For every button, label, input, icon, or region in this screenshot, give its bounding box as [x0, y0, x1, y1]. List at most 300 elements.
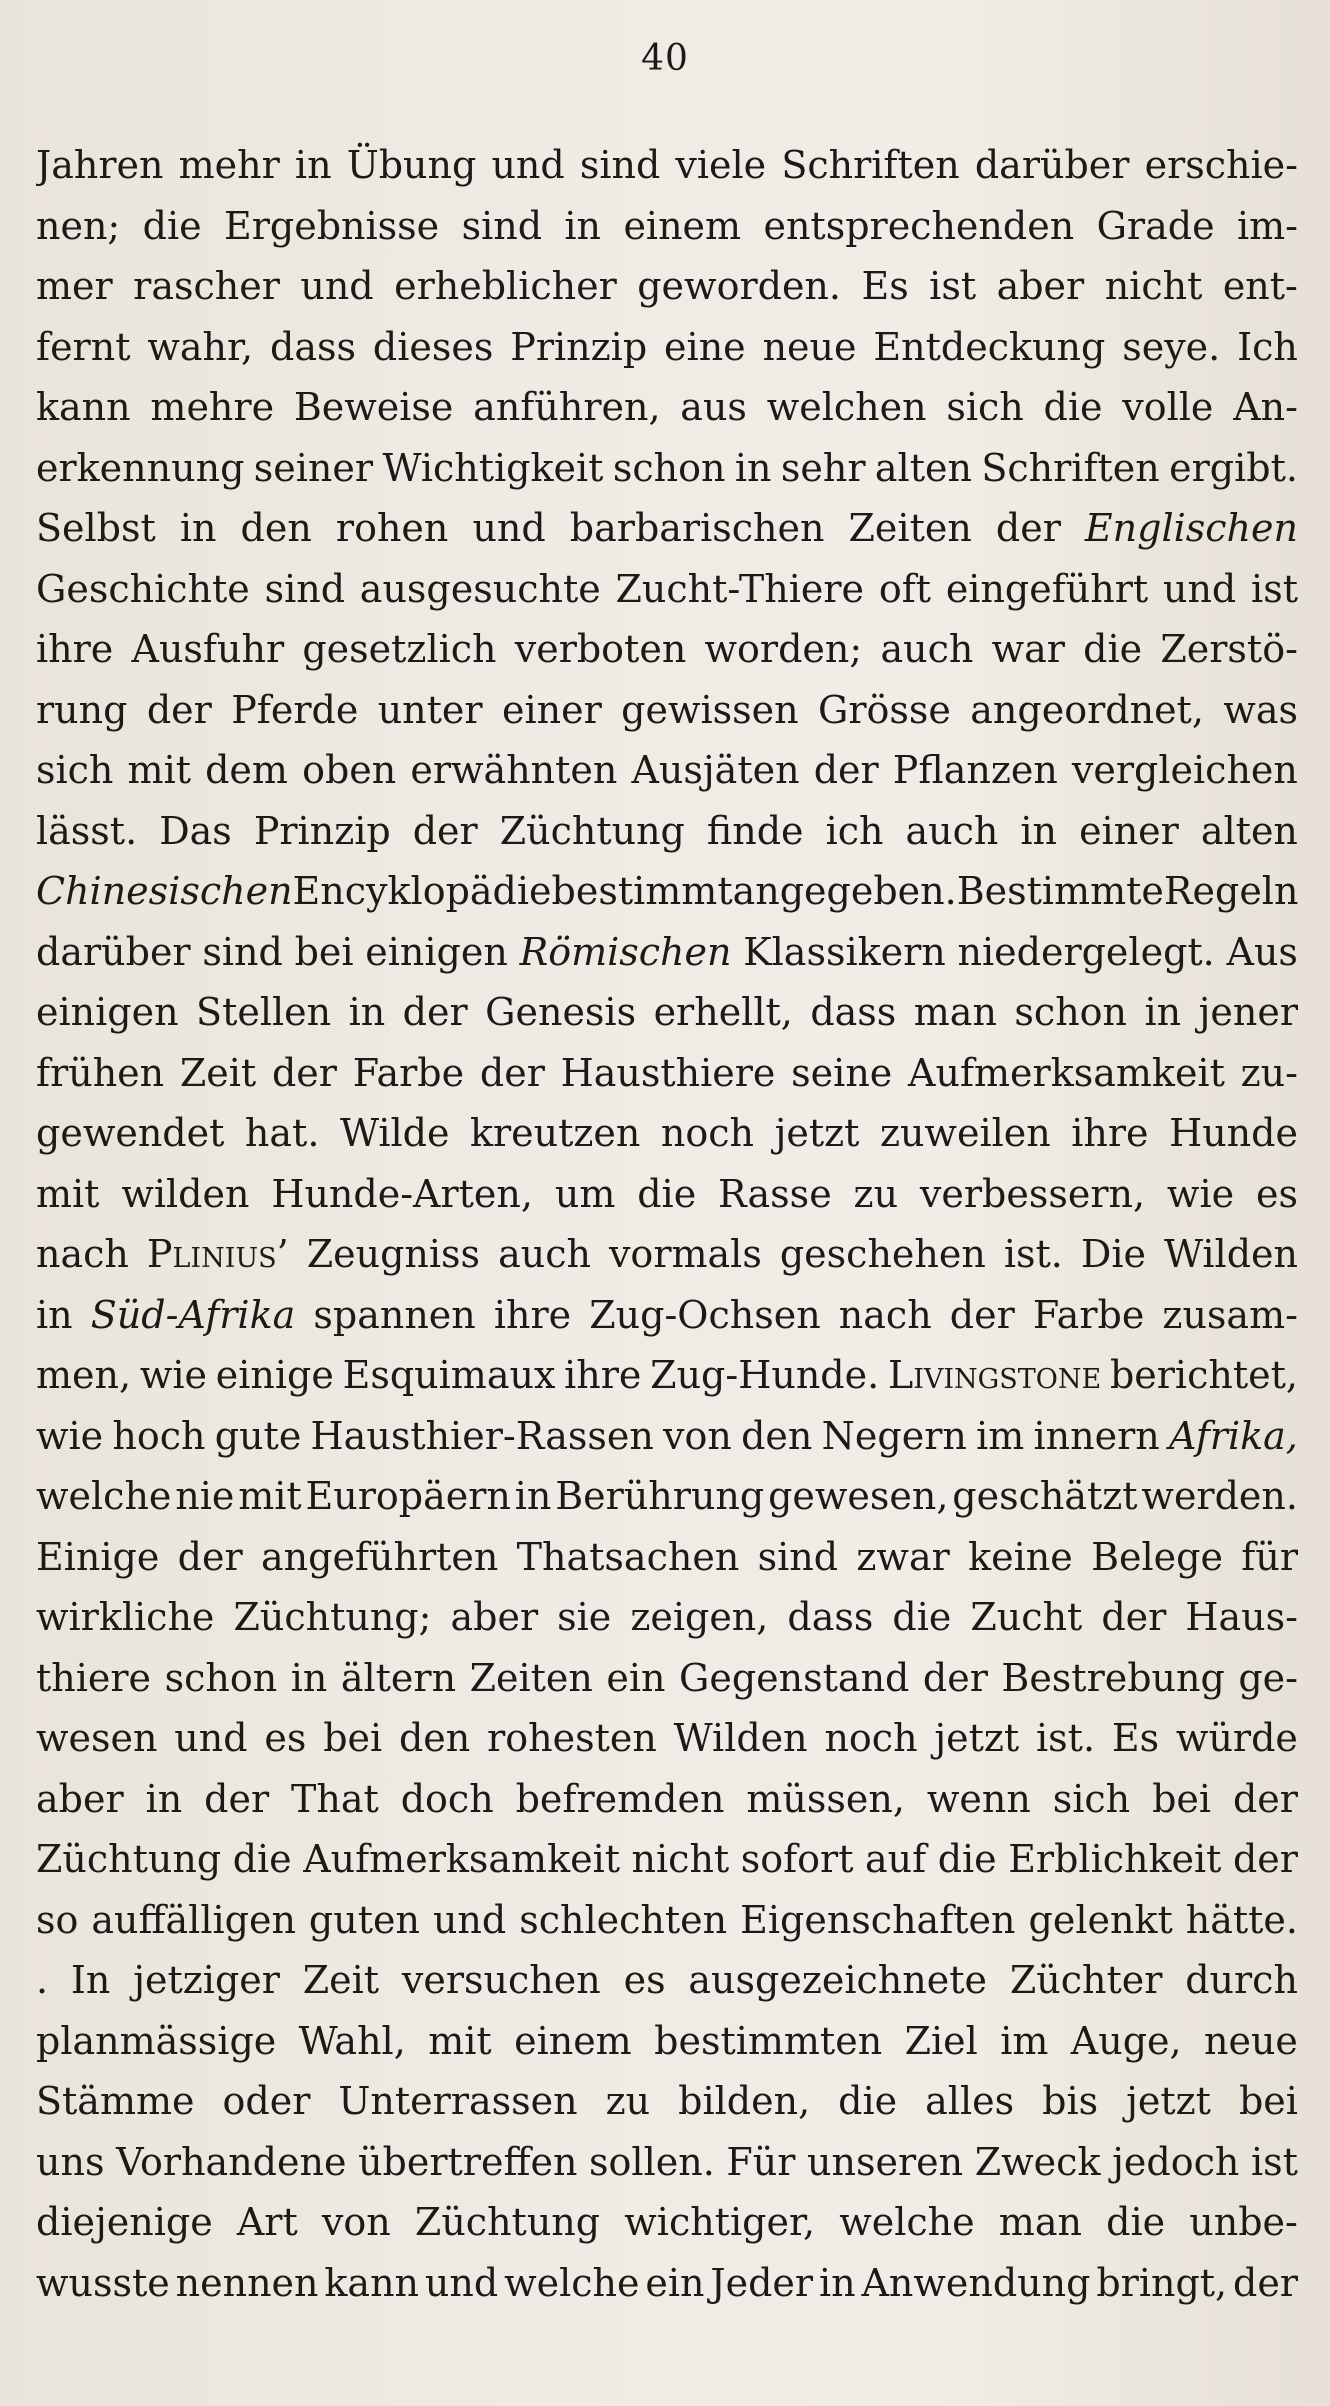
word: im-: [1236, 203, 1298, 248]
text-line: [36, 861, 1298, 922]
word: seye.: [1122, 324, 1221, 369]
word: angegeben.: [732, 869, 957, 913]
word: Prinzip: [253, 808, 391, 853]
word: bestimmten: [654, 2018, 883, 2063]
word: versuchen: [401, 1958, 601, 2002]
word: Hausthiere: [560, 1050, 776, 1095]
text-line: [36, 2132, 1298, 2193]
word: bis: [1042, 2079, 1099, 2123]
word: jener: [1198, 990, 1298, 1034]
word: den: [398, 1716, 471, 1760]
word: gewesen,: [768, 1474, 949, 1518]
word: Europäern: [305, 1474, 511, 1518]
text-line: [36, 256, 1298, 317]
word: wirkliche: [36, 1595, 215, 1639]
word: rohen: [335, 506, 449, 550]
word: Schriften: [981, 445, 1160, 490]
word: der: [1233, 2260, 1298, 2305]
word: Hunde-Arten,: [271, 1171, 533, 1216]
word: ein: [606, 1655, 666, 1700]
word: ist.: [1036, 1716, 1096, 1760]
text-line: [36, 2192, 1298, 2253]
word: Pferde: [231, 687, 359, 732]
word: in: [734, 445, 772, 490]
word: nie: [175, 1474, 235, 1518]
word: ein: [645, 2260, 705, 2305]
word: der: [177, 1534, 243, 1579]
word: dass: [810, 990, 897, 1034]
word: gewissen: [621, 687, 799, 732]
word: sofort: [740, 1837, 854, 1881]
word: alten: [1200, 808, 1298, 853]
word: Wahl,: [298, 2018, 406, 2063]
text-line: [36, 982, 1298, 1043]
word: auch: [498, 1232, 591, 1276]
text-line: [36, 801, 1298, 862]
word: die: [937, 1837, 997, 1881]
word: Prinzip: [510, 324, 648, 369]
word: Zeugniss: [306, 1232, 481, 1276]
word: gute: [214, 1413, 302, 1458]
word: es: [1255, 1171, 1298, 1216]
word: Berührung: [555, 1474, 765, 1518]
word: erheblicher: [394, 264, 617, 308]
word: die: [232, 1837, 292, 1881]
body-text: [36, 135, 1298, 2313]
word: wie: [1166, 1171, 1235, 1216]
word: ent-: [1222, 264, 1298, 308]
word: ihre: [36, 627, 114, 671]
word: Züchtung;: [233, 1595, 432, 1639]
word: in: [290, 1655, 328, 1700]
word: geschehen: [779, 1232, 986, 1276]
word: Jeder: [710, 2260, 814, 2305]
word: ihre: [493, 1292, 572, 1337]
word: jetziger: [133, 1958, 280, 2002]
word: in: [818, 2260, 856, 2305]
word: Anwendung: [861, 2260, 1091, 2305]
word: zwar: [856, 1534, 950, 1579]
word: verbessern,: [919, 1171, 1146, 1216]
word: mehre: [150, 385, 275, 429]
word: kreutzen: [469, 1111, 641, 1155]
word: barbarischen: [569, 506, 825, 550]
word: neue: [1204, 2018, 1298, 2063]
word: sie: [557, 1595, 612, 1639]
word: ich: [825, 808, 884, 853]
word: der: [412, 808, 478, 853]
word: Zweck: [974, 2139, 1101, 2184]
word: schon: [1014, 990, 1128, 1034]
text-line: [36, 619, 1298, 680]
word: der: [402, 990, 468, 1034]
word: sich: [946, 385, 1024, 429]
word: der: [1232, 1837, 1298, 1881]
text-line: [36, 1890, 1298, 1951]
word: seine: [791, 1050, 893, 1095]
word: geschätzt: [952, 1474, 1138, 1518]
word: hoch: [112, 1413, 206, 1458]
word: Aufmerksamkeit: [908, 1050, 1225, 1095]
text-line: [36, 922, 1298, 983]
word: der: [949, 1292, 1015, 1337]
word: einer: [1079, 808, 1179, 853]
word: erwähnten: [410, 748, 618, 792]
word: Hunde: [1169, 1111, 1298, 1155]
word: verboten: [514, 627, 687, 671]
word: Zug-Ochsen: [589, 1292, 821, 1337]
word: in: [514, 1474, 552, 1518]
word: war: [991, 627, 1065, 671]
word: angeführten: [260, 1534, 499, 1579]
word: bei: [294, 929, 354, 974]
word: unter: [377, 687, 483, 732]
word: in: [145, 1776, 183, 1821]
word: frühen: [36, 1050, 165, 1095]
word: es: [264, 1716, 307, 1760]
word: ausgesuchte: [359, 566, 601, 611]
word: ist: [929, 264, 977, 308]
word: erkennung: [36, 445, 245, 490]
word: welche: [839, 2200, 975, 2244]
word: aber: [996, 264, 1085, 308]
word: Aufmerksamkeit: [303, 1837, 621, 1881]
word: Klassikern: [743, 929, 946, 974]
word: Ausjäten: [631, 748, 800, 792]
word: werden.: [1141, 1474, 1298, 1518]
word: ist: [1251, 566, 1298, 611]
word: rohesten: [487, 1716, 657, 1760]
word: der: [1101, 1595, 1167, 1639]
word: mer: [36, 264, 113, 308]
word: Livingstone: [887, 1353, 1102, 1397]
word: alten: [874, 445, 972, 490]
word: Zug-Hunde.: [650, 1353, 880, 1397]
word: im: [1000, 2018, 1049, 2063]
word: schlechten: [519, 1897, 728, 1942]
word: Aus: [1226, 929, 1298, 974]
word: ist.: [1003, 1232, 1063, 1276]
word: auch: [880, 627, 974, 671]
word: angeordnet,: [970, 687, 1204, 732]
word: Die: [1080, 1232, 1146, 1276]
word: und: [472, 506, 546, 550]
word: Es: [1111, 1716, 1160, 1760]
word: Chinesischen: [36, 869, 293, 913]
word: hat.: [244, 1111, 320, 1155]
word: Ziel: [904, 2018, 978, 2063]
word: der: [271, 1050, 337, 1095]
word: Es: [861, 264, 909, 308]
word: einige: [215, 1353, 334, 1397]
word: die: [1106, 2200, 1166, 2244]
word: Bestrebung: [1001, 1655, 1225, 1700]
word: dass: [787, 1595, 874, 1639]
text-line: [36, 498, 1298, 559]
word: nach: [838, 1292, 932, 1337]
word: man: [913, 990, 997, 1034]
word: Zucht-Thiere: [615, 566, 865, 611]
word: einigen: [365, 929, 508, 974]
text-line: [36, 196, 1298, 257]
word: Wilden: [1164, 1232, 1298, 1276]
word: geworden.: [637, 264, 841, 308]
word: uns: [36, 2139, 105, 2184]
word: welche: [36, 1474, 172, 1518]
word: der: [479, 1050, 545, 1095]
word: und: [424, 2260, 499, 2305]
word: sind: [202, 929, 283, 974]
word: mit: [238, 1474, 302, 1518]
word: aber: [450, 1595, 539, 1639]
word: .: [36, 1958, 49, 2002]
text-line: [36, 1708, 1298, 1769]
word: Züchtung: [499, 808, 685, 853]
word: Ausfuhr: [131, 627, 285, 671]
word: volle: [1122, 385, 1214, 429]
word: Stämme: [36, 2079, 195, 2123]
word: gewendet: [36, 1111, 225, 1155]
word: im: [976, 1413, 1025, 1458]
word: kann: [36, 385, 131, 429]
word: dieses: [372, 324, 494, 369]
word: erschie-: [1144, 143, 1298, 187]
word: mit: [127, 748, 191, 792]
word: so: [36, 1897, 79, 1942]
word: Römischen: [519, 929, 732, 974]
word: Encyklopädie: [292, 869, 552, 913]
word: spannen: [313, 1292, 476, 1337]
word: guten: [308, 1897, 420, 1942]
word: den: [240, 506, 312, 550]
word: der: [813, 748, 879, 792]
word: Hausthier-Rassen: [310, 1413, 654, 1458]
word: Zeit: [179, 1050, 257, 1095]
word: in: [1020, 808, 1058, 853]
word: befremden: [515, 1776, 725, 1821]
word: sind: [461, 203, 543, 248]
word: auf: [864, 1837, 927, 1881]
word: die: [838, 2079, 898, 2123]
word: planmässige: [36, 2018, 277, 2063]
word: Stellen: [196, 990, 332, 1034]
word: durch: [1185, 1958, 1298, 2002]
word: nicht: [1104, 264, 1203, 308]
word: was: [1223, 687, 1298, 732]
word: von: [663, 1413, 732, 1458]
text-line: [36, 1950, 1298, 2011]
word: Ergebnisse: [224, 203, 440, 248]
word: bei: [1238, 2079, 1298, 2123]
word: bringt,: [1096, 2260, 1228, 2305]
word: von: [321, 2200, 391, 2244]
word: auffälligen: [91, 1897, 296, 1942]
word: sich: [1052, 1776, 1131, 1821]
word: ergibt.: [1169, 445, 1298, 490]
word: wesen: [36, 1716, 158, 1760]
text-line: [36, 377, 1298, 438]
word: zuweilen: [879, 1111, 1051, 1155]
word: bei: [1152, 1776, 1212, 1821]
word: auch: [905, 808, 999, 853]
word: Das: [159, 808, 232, 853]
word: sehr: [780, 445, 866, 490]
word: und: [1162, 566, 1237, 611]
word: bilden,: [678, 2079, 811, 2123]
word: Übung: [346, 143, 477, 187]
word: Schriften: [781, 143, 960, 187]
word: In: [70, 1958, 111, 2002]
word: einem: [514, 2018, 632, 2063]
text-line: [36, 1587, 1298, 1648]
word: That: [291, 1776, 379, 1821]
word: sind: [579, 143, 661, 187]
word: eine: [664, 324, 746, 369]
word: mit: [428, 2018, 492, 2063]
word: rung: [36, 687, 128, 732]
word: viele: [675, 143, 767, 187]
word: eingeführt: [945, 566, 1149, 611]
word: Grade: [1096, 203, 1215, 248]
text-line: [36, 1285, 1298, 1346]
word: jetzt: [1126, 2079, 1211, 2123]
word: Grösse: [818, 687, 951, 732]
word: Züchtung: [36, 1837, 222, 1881]
word: zu: [853, 1171, 899, 1216]
text-line: [36, 2011, 1298, 2072]
word: die: [637, 1171, 697, 1216]
text-line: [36, 1648, 1298, 1709]
text-line: [36, 1406, 1298, 1467]
word: diejenige: [36, 2200, 213, 2244]
word: einer: [501, 687, 602, 732]
word: Zeiten: [848, 506, 972, 550]
word: Rasse: [718, 1171, 832, 1216]
word: innern: [1033, 1413, 1160, 1458]
word: dass: [270, 324, 356, 369]
word: niedergelegt.: [957, 929, 1215, 974]
word: Zerstö-: [1160, 627, 1298, 671]
word: welchen: [766, 385, 927, 429]
word: übertreffen: [358, 2139, 578, 2184]
word: aus: [680, 385, 747, 429]
word: mehr: [178, 143, 280, 187]
word: der: [922, 1655, 988, 1700]
word: die: [1083, 627, 1143, 671]
text-line: [36, 135, 1298, 196]
text-line: [36, 1164, 1298, 1225]
word: Für: [726, 2139, 796, 2184]
text-line: [36, 1769, 1298, 1830]
text-line: [36, 559, 1298, 620]
word: wahr,: [147, 324, 254, 369]
page-number: 40: [641, 38, 689, 79]
word: alles: [925, 2079, 1015, 2123]
word: thiere: [36, 1655, 152, 1700]
word: Wilden: [673, 1716, 808, 1760]
word: Haus-: [1185, 1595, 1298, 1639]
word: wenn: [926, 1776, 1031, 1821]
word: Genesis: [485, 990, 637, 1034]
word: Englischen: [1084, 506, 1298, 550]
word: nennen: [175, 2260, 319, 2305]
text-line: [36, 1224, 1298, 1285]
word: ist: [1250, 2139, 1298, 2184]
word: zusam-: [1162, 1292, 1298, 1337]
text-line: [36, 317, 1298, 378]
word: oder: [222, 2079, 311, 2123]
word: wilden: [121, 1171, 250, 1216]
word: Esquimaux: [342, 1353, 556, 1397]
word: würde: [1175, 1716, 1298, 1760]
word: in: [348, 990, 386, 1034]
word: Eigenschaften: [740, 1897, 1016, 1942]
word: bei: [323, 1716, 383, 1760]
word: Ich: [1237, 324, 1298, 369]
word: Zucht: [970, 1595, 1083, 1639]
word: seiner: [253, 445, 374, 490]
word: zeigen,: [630, 1595, 769, 1639]
text-line: [36, 2071, 1298, 2132]
text-line: [36, 1466, 1298, 1527]
word: wichtiger,: [624, 2200, 816, 2244]
word: Zeit: [302, 1958, 380, 2002]
word: noch: [824, 1716, 918, 1760]
word: wusste: [36, 2260, 170, 2305]
word: schon: [612, 445, 726, 490]
word: anführen,: [473, 385, 661, 429]
word: oben: [302, 748, 397, 792]
word: nen;: [36, 203, 121, 248]
word: Einige: [36, 1534, 160, 1579]
text-line: [36, 1103, 1298, 1164]
word: worden;: [704, 627, 863, 671]
word: ausgezeichnete: [688, 1958, 987, 2002]
word: Belege: [1091, 1534, 1223, 1579]
word: ihre: [1071, 1111, 1149, 1155]
word: Farbe: [352, 1050, 465, 1095]
word: jetzt: [774, 1111, 860, 1155]
word: Beweise: [293, 385, 454, 429]
text-line: [36, 2253, 1298, 2314]
word: darüber: [36, 929, 191, 974]
word: Thatsachen: [516, 1534, 740, 1579]
word: kann: [324, 2260, 420, 2305]
word: ältern: [340, 1655, 457, 1700]
word: fernt: [36, 324, 131, 369]
word: Jahren: [36, 143, 164, 187]
word: zu-: [1240, 1050, 1298, 1095]
word: Geschichte: [36, 566, 250, 611]
word: berichtet,: [1109, 1353, 1298, 1397]
word: Entdeckung: [873, 324, 1106, 369]
word: der: [146, 687, 212, 732]
word: vergleichen: [1071, 748, 1298, 792]
word: für: [1241, 1534, 1298, 1579]
text-line: [36, 438, 1298, 499]
word: Plinius’: [146, 1232, 289, 1276]
word: Bestimmte: [956, 869, 1164, 913]
word: man: [998, 2200, 1082, 2244]
word: finde: [706, 808, 804, 853]
word: men,: [36, 1353, 132, 1397]
text-line: [36, 1345, 1298, 1406]
word: sollen.: [589, 2139, 715, 2184]
word: wie: [139, 1353, 207, 1397]
word: Gegenstand: [679, 1655, 910, 1700]
word: Wichtigkeit: [382, 445, 604, 490]
word: Regeln: [1163, 869, 1298, 913]
